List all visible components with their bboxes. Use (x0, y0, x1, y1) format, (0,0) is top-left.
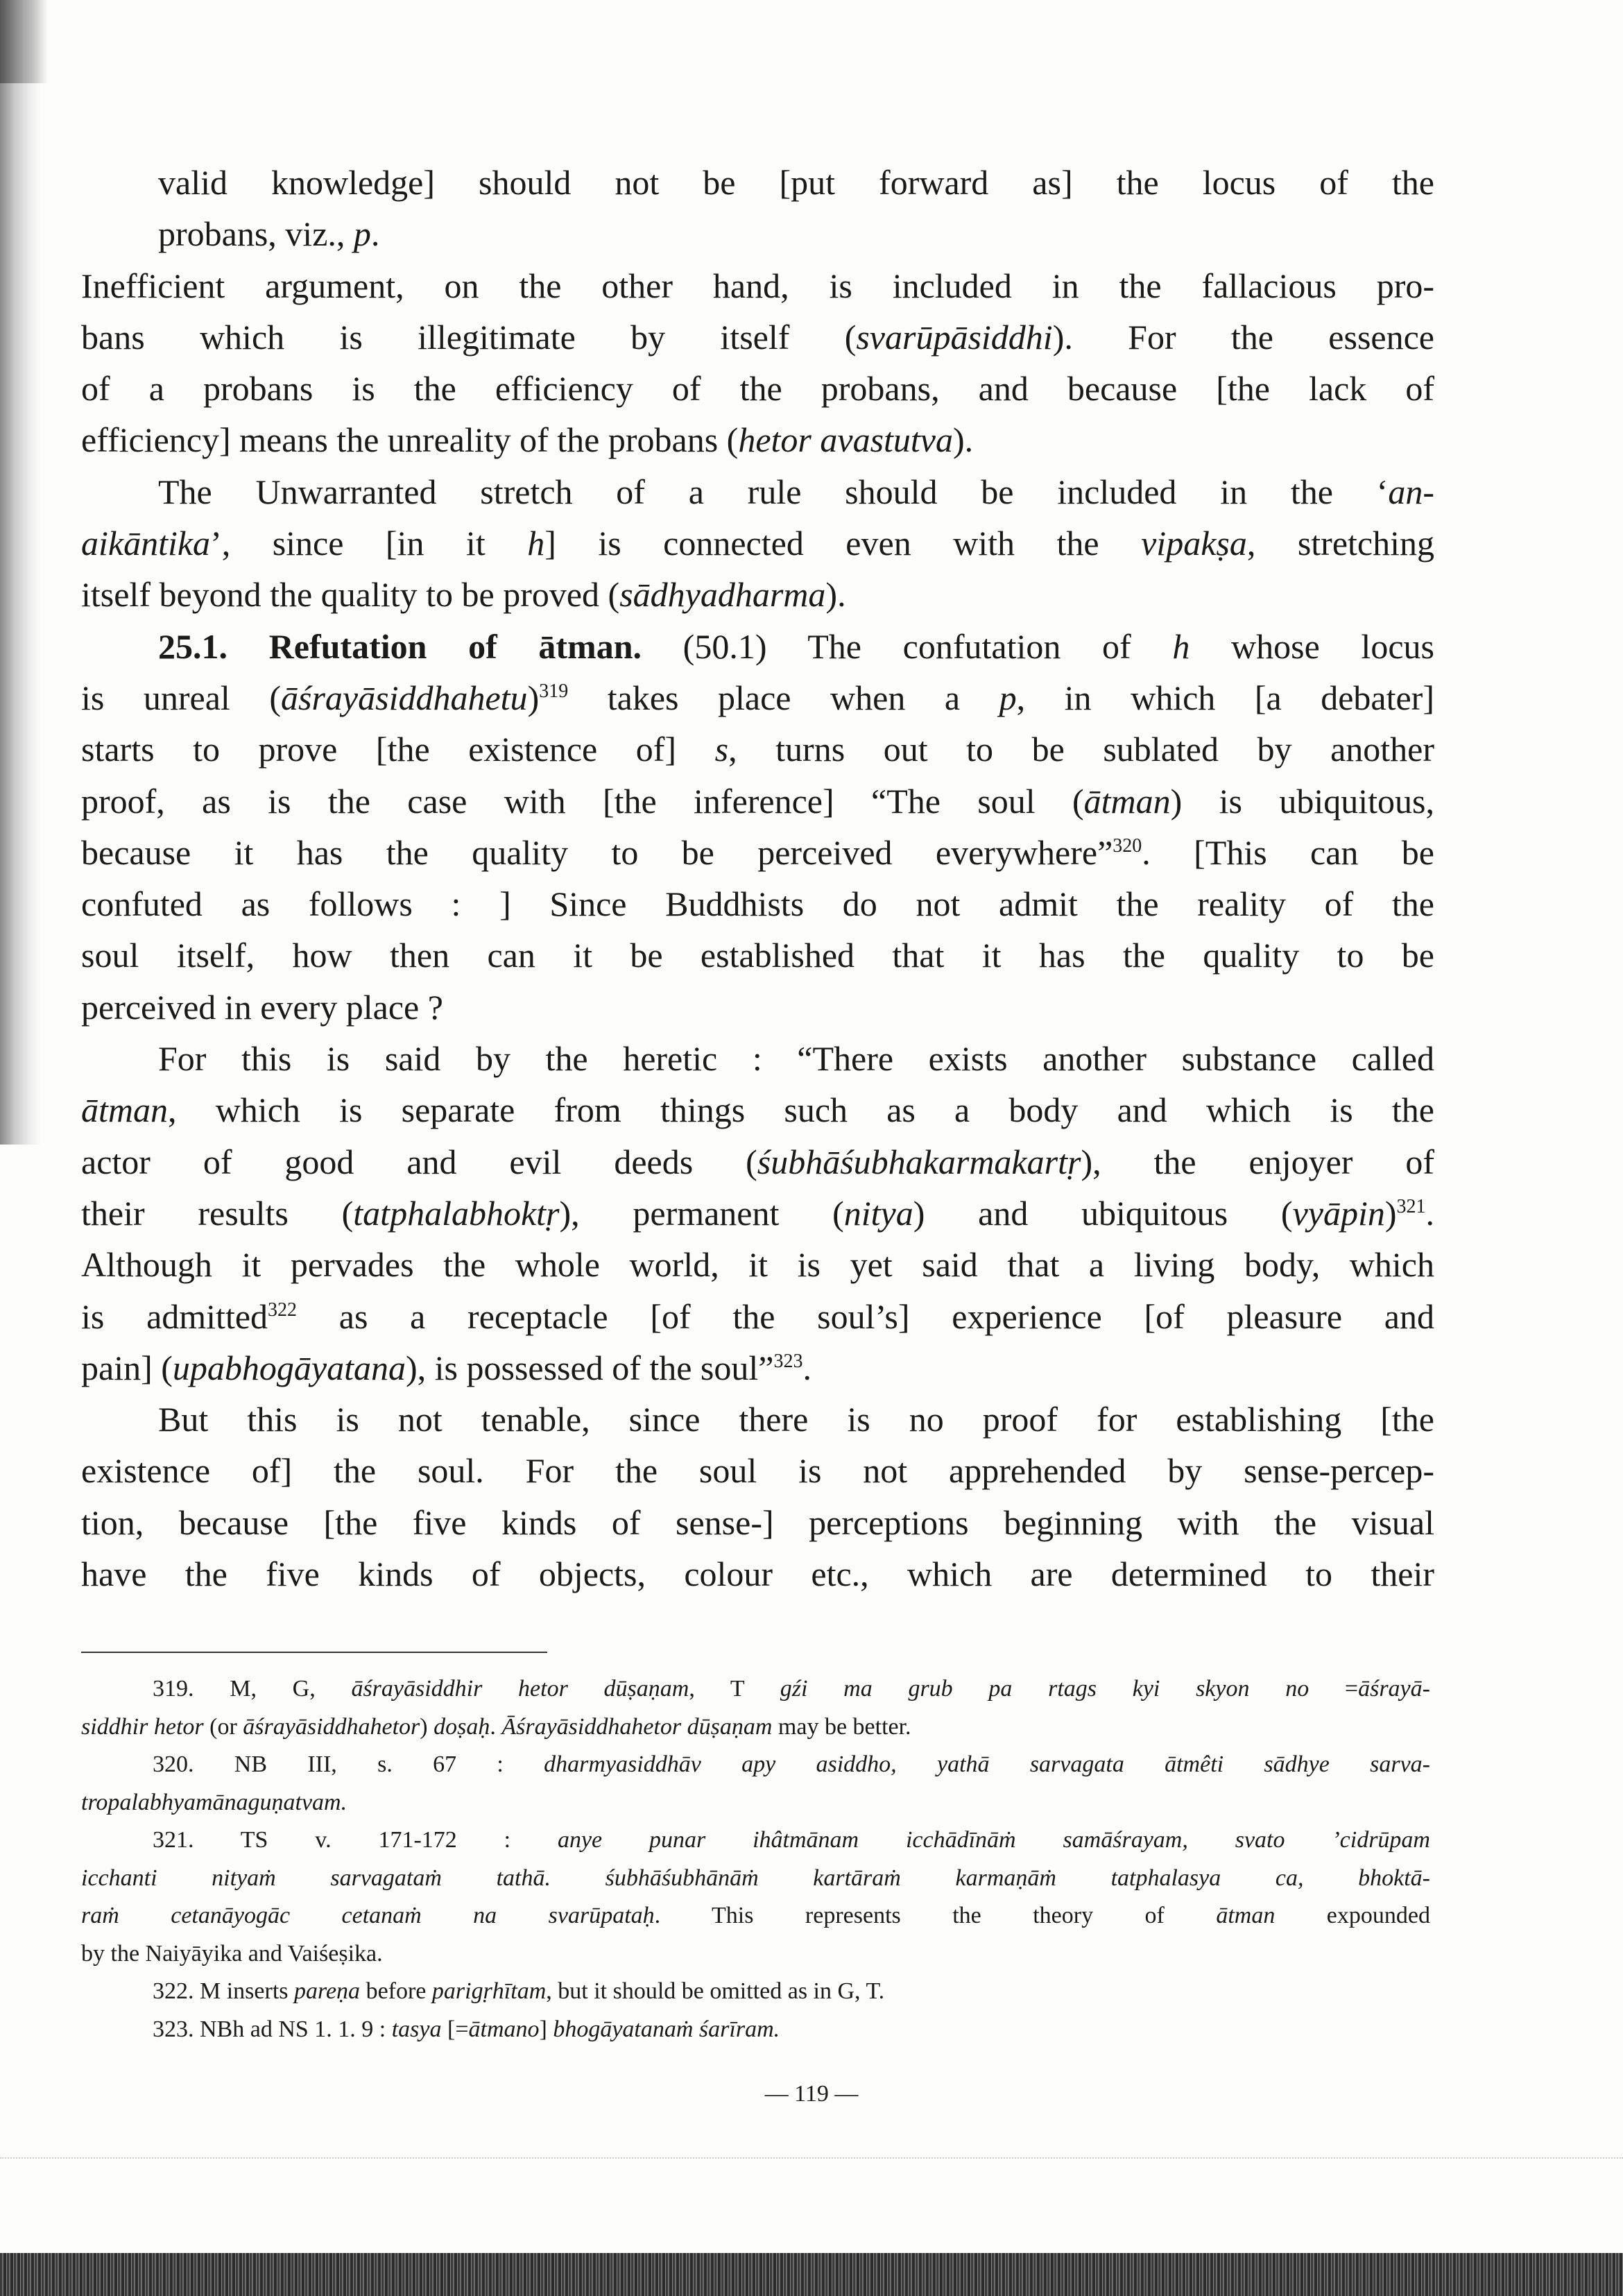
text-line (81, 1084, 1434, 1136)
footnote-line (81, 1708, 1430, 1747)
text-line (81, 1291, 1434, 1342)
text-run: 320. NB III, s. 67 : (153, 1751, 544, 1777)
text-run: (or (203, 1713, 243, 1740)
footnote-line (81, 2011, 1430, 2049)
text-line (81, 311, 1434, 363)
italic-term: h (1172, 626, 1190, 666)
text-run: . (370, 214, 380, 254)
text-run: , but it should be omitted as in G, T. (546, 1978, 885, 2004)
text-run: ) (420, 1713, 434, 1740)
footnote-line (81, 1822, 1430, 1860)
text-run: expounded (1275, 1903, 1430, 1928)
text-line (81, 260, 1434, 311)
text-run: ) and ubiquitous ( (913, 1193, 1293, 1233)
text-line (81, 621, 1434, 672)
italic-term: Āśrayāsiddhahetor dūṣaṇam (501, 1713, 773, 1740)
text-run: ), the enjoyer of (1081, 1142, 1434, 1181)
italic-term: pareṇa (294, 1978, 361, 2004)
italic-term: āśrayā- (1358, 1676, 1430, 1702)
footnote-line (81, 1784, 1430, 1822)
text-run: [= (441, 2016, 469, 2042)
text-run: ). (953, 420, 974, 460)
italic-term: an- (1388, 472, 1434, 511)
italic-term: h (527, 524, 545, 563)
italic-term: dharmyasiddhāv apy asiddho, yathā sarvagata ātmêti sādhye sarva- (544, 1751, 1430, 1777)
text-run: whose locus (1190, 626, 1434, 666)
text-line (81, 1497, 1434, 1548)
text-run: But this is not tenable, since there is no proof for establishing [the (158, 1400, 1434, 1439)
text-run: ). (825, 575, 846, 615)
text-run: tion, because [the five kinds of sense-] perceptions beginning with the visual (81, 1502, 1434, 1542)
text-run: actor of good and evil deeds ( (81, 1142, 757, 1181)
text-line (81, 982, 1434, 1033)
text-run: ). For the essence (1052, 317, 1434, 357)
italic-term: raṁ cetanāyogāc cetanaṁ na svarūpataḥ (81, 1903, 655, 1928)
text-line (81, 1445, 1434, 1496)
text-line (81, 569, 1434, 620)
footnote-line (81, 1860, 1430, 1898)
text-run: pain] ( (81, 1348, 173, 1387)
italic-term: ātman (81, 1090, 168, 1130)
italic-term: parigṛhītam (431, 1978, 547, 2004)
text-line (81, 672, 1434, 723)
italic-term: tatphalabhoktṛ (353, 1193, 560, 1233)
text-run: proof, as is the case with [the inference] “The soul ( (81, 781, 1084, 821)
text-run: . (490, 1713, 502, 1740)
italic-term: āśrayāsiddhahetu (281, 678, 528, 717)
text-run: 322. M inserts (153, 1978, 294, 2004)
italic-term: tropalabhyamānaguṇatvam. (81, 1789, 347, 1815)
italic-term: doṣaḥ (433, 1713, 490, 1740)
italic-term: p (353, 214, 371, 254)
text-run: soul itself, how then can it be established that it has the quality to be (81, 936, 1434, 975)
text-run: , which is separate from things such as a body and which is the (168, 1090, 1434, 1130)
footnote-reference: 319 (539, 680, 569, 702)
text-run: 319. M, G, (153, 1676, 352, 1702)
text-run: , T (689, 1676, 780, 1702)
italic-term: āśrayāsiddhir hetor dūṣaṇam (351, 1676, 689, 1702)
italic-term: icchanti nityaṁ sarvagataṁ tathā. śubhāśubhānāṁ kartāraṁ karmaṇāṁ tatphalasya ca, bhoktā- (81, 1865, 1430, 1891)
italic-term: bhogāyatanaṁ śarīram. (553, 2016, 780, 2042)
text-line (81, 878, 1434, 929)
text-run: have the five kinds of objects, colour etc., which are determined to their (81, 1554, 1434, 1594)
text-run: is admitted (81, 1296, 268, 1336)
text-run: starts to prove [the existence of] (81, 730, 715, 769)
text-run: ] is connected even with the (544, 524, 1142, 563)
italic-term: ātman (1083, 781, 1171, 821)
text-run: , stretching (1246, 524, 1434, 563)
italic-term: upabhogāyatana (172, 1348, 406, 1387)
footnote-line (81, 1746, 1430, 1784)
body-text (81, 157, 1434, 1600)
italic-term: svarūpāsiddhi (856, 317, 1053, 357)
footnote-reference: 320 (1113, 834, 1142, 857)
text-run: itself beyond the quality to be proved ( (81, 575, 620, 615)
text-run: may be better. (772, 1713, 911, 1740)
text-run: (50.1) The confutation of (642, 626, 1173, 666)
italic-term: siddhir hetor (81, 1713, 204, 1740)
text-line (81, 929, 1434, 981)
text-line (81, 827, 1434, 878)
text-line (81, 1033, 1434, 1084)
text-run: For this is said by the heretic : “There exists another substance called (158, 1039, 1434, 1079)
text-run: . This represents the theory of (654, 1903, 1217, 1928)
text-run: ’, since [in it (210, 524, 528, 563)
italic-term: śubhāśubhakarmakartṛ (757, 1142, 1081, 1181)
text-run: 321. TS v. 171-172 : (153, 1827, 558, 1853)
italic-term: ātmano (468, 2016, 540, 2042)
text-run: ), is possessed of the soul” (405, 1348, 774, 1387)
italic-term: s (714, 730, 729, 769)
text-run: bans which is illegitimate by itself ( (81, 317, 857, 357)
text-run: = (1309, 1676, 1359, 1702)
text-run: as a receptacle [of the soul’s] experience [of pleasure and (297, 1296, 1434, 1336)
text-run: ) (527, 678, 540, 717)
text-run: 323. NBh ad NS 1. 1. 9 : (153, 2016, 392, 2042)
text-run: Although it pervades the whole world, it is yet said that a living body, which (81, 1245, 1434, 1285)
footnote-reference: 321 (1396, 1195, 1426, 1217)
scan-edge-shadow (0, 0, 42, 1145)
italic-term: tasya (391, 2016, 442, 2042)
text-run: ) is ubiquitous, (1170, 781, 1434, 821)
text-line (81, 466, 1434, 517)
footnote-separator (81, 1652, 547, 1653)
text-run: , in which [a debater] (1016, 678, 1434, 717)
footnote-line (81, 1897, 1430, 1935)
italic-term: sādhyadharma (619, 575, 826, 615)
text-run: probans, viz., (158, 214, 354, 254)
text-line (81, 157, 1434, 208)
text-line (81, 363, 1434, 414)
scan-edge-shadow-top (0, 0, 49, 83)
text-run: is unreal ( (81, 678, 282, 717)
text-run: perceived in every place ? (81, 987, 443, 1027)
footnote-line (81, 1973, 1430, 2011)
text-line (81, 1548, 1434, 1600)
text-run: before (360, 1978, 432, 2004)
italic-term: p (999, 678, 1017, 717)
scan-bottom-band (0, 2253, 1623, 2296)
text-run: . [This can be (1142, 832, 1434, 872)
page-number: — 119 — (764, 2081, 859, 2107)
text-run: ] (539, 2016, 553, 2042)
text-line (81, 414, 1434, 465)
text-run: ), permanent ( (559, 1193, 844, 1233)
footnotes (81, 1670, 1430, 2048)
section-heading: 25.1. Refutation of ātman. (158, 626, 642, 666)
text-run: Inefficient argument, on the other hand, is included in the fallacious pro- (81, 266, 1434, 305)
italic-term: aikāntika (81, 524, 211, 563)
text-run: . (1425, 1193, 1434, 1233)
text-line (81, 1239, 1434, 1290)
italic-term: āśrayāsiddhahetor (243, 1713, 420, 1740)
text-line (81, 1136, 1434, 1188)
italic-term: nitya (843, 1193, 913, 1233)
text-run: confuted as follows : ] Since Buddhists do not admit the reality of the (81, 884, 1434, 924)
text-run: of a probans is the efficiency of the probans, and because [the lack of (81, 369, 1434, 409)
text-line (81, 1342, 1434, 1394)
footnote-line (81, 1935, 1430, 1973)
text-run: takes place when a (568, 678, 999, 717)
text-run: The Unwarranted stretch of a rule should be included in the ‘ (158, 472, 1389, 511)
italic-term: gźi ma grub pa rtags kyi skyon no (780, 1676, 1309, 1702)
italic-term: vipakṣa (1141, 524, 1247, 563)
text-run: . (802, 1348, 812, 1387)
text-run: because it has the quality to be perceived everywhere” (81, 832, 1113, 872)
page-edge-line (0, 2157, 1623, 2159)
text-run: efficiency] means the unreality of the probans ( (81, 420, 739, 460)
text-run: , turns out to be sublated by another (728, 730, 1434, 769)
text-line (81, 517, 1434, 569)
text-line (81, 723, 1434, 775)
footnote-reference: 322 (268, 1299, 298, 1321)
italic-term: ātman (1216, 1903, 1276, 1928)
text-line (81, 776, 1434, 827)
text-line (81, 1188, 1434, 1239)
footnote-line (81, 1670, 1430, 1708)
italic-term: anye punar ihâtmānam icchādīnāṁ samāśrayam, svato ’cidrūpam (557, 1827, 1430, 1853)
text-run: existence of] the soul. For the soul is not apprehended by sense-percep- (81, 1451, 1434, 1491)
text-run: by the Naiyāyika and Vaiśeṣika. (81, 1940, 383, 1967)
italic-term: hetor avastutva (738, 420, 953, 460)
text-run: valid knowledge] should not be [put forward as] the locus of the (158, 163, 1434, 202)
text-run: ) (1384, 1193, 1397, 1233)
text-line (81, 208, 1434, 259)
text-run: their results ( (81, 1193, 354, 1233)
footnote-reference: 323 (773, 1350, 803, 1372)
italic-term: vyāpin (1292, 1193, 1385, 1233)
text-line (81, 1394, 1434, 1445)
